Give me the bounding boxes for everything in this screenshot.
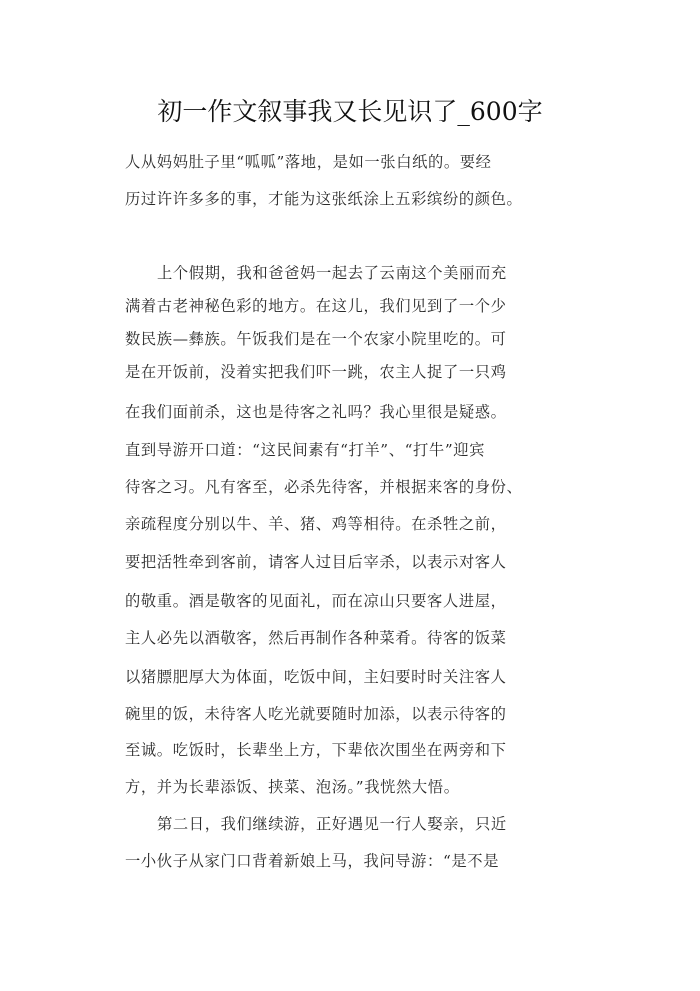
text-line: 在我们面前杀，这也是待客之礼吗？我心里很是疑惑。 [125,403,507,421]
text-line: 直到导游开口道：“这民间素有“打羊”、“打牛”迎宾 [125,441,486,459]
text-line: 以猪膘肥厚大为体面，吃饭中间，主妇要时时关注客人 [125,668,507,686]
text-line: 人从妈妈肚子里“呱呱”落地，是如一张白纸的。要经 [125,153,492,171]
text-line: 上个假期，我和爸爸妈一起去了云南这个美丽而充 [157,264,507,282]
text-line: 第二日，我们继续游，正好遇见一行人娶亲，只近 [157,815,507,833]
text-line: 要把活牲牵到客前，请客人过目后宰杀，以表示对客人 [125,553,507,571]
text-line: 碗里的饭，未待客人吃光就要随时加添，以表示待客的 [125,705,507,723]
text-line: 一小伙子从家门口背着新娘上马，我问导游：“是不是 [125,852,500,870]
text-line: 待客之习。凡有客至，必杀先待客，并根据来客的身份、 [125,478,523,496]
text-line: 方，并为长辈添饭、挟菜、泡汤。”我恍然大悟。 [125,778,460,796]
text-line: 数民族—彝族。午饭我们是在一个农家小院里吃的。可 [125,330,507,348]
text-line: 满着古老神秘色彩的地方。在这儿，我们见到了一个少 [125,297,507,315]
text-line: 的敬重。酒是敬客的见面礼，而在凉山只要客人进屋， [125,592,507,610]
text-line: 主人必先以酒敬客，然后再制作各种菜肴。待客的饭菜 [125,629,507,647]
text-line: 亲疏程度分别以牛、羊、猪、鸡等相待。在杀牲之前， [125,515,507,533]
page-title: 初一作文叙事我又长见识了_600字 [157,97,543,126]
text-line: 历过许许多多的事，才能为这张纸涂上五彩缤纷的颜色。 [125,190,523,208]
text-line: 至诚。吃饭时，长辈坐上方，下辈依次围坐在两旁和下 [125,741,507,759]
text-line: 是在开饭前，没着实把我们吓一跳，农主人捉了一只鸡 [125,363,507,381]
